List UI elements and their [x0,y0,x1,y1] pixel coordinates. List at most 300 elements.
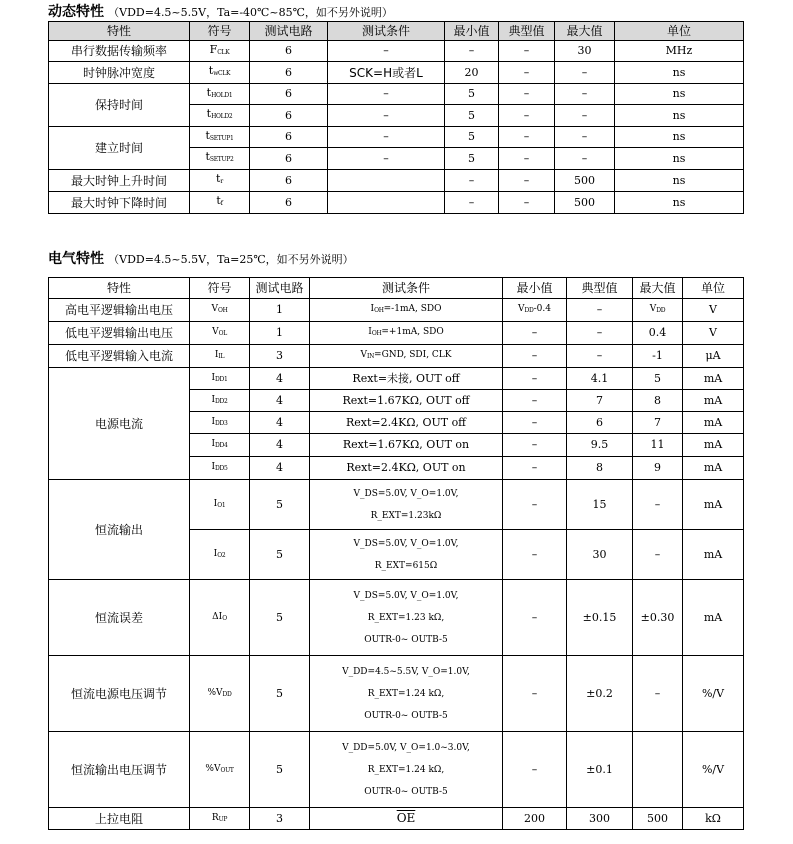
test-circuit-text: 6 [285,173,292,187]
max-value-text: 11 [650,438,665,451]
test-circuit [250,148,328,170]
test-circuit [250,480,310,530]
test-condition [310,530,503,580]
condition-line: V_DS=5.0V, V_O=1.0V, [353,488,459,499]
header-cell-text: 特性 [106,24,131,38]
symbol-main: t [206,107,212,120]
test-circuit-text: 6 [285,130,292,143]
symbol-sub: HOLD2 [211,113,233,120]
characteristic-name-text: 上拉电阻 [94,811,143,826]
min-value-text: – [531,610,538,624]
header-cell [499,22,555,41]
min-value [503,299,567,322]
test-circuit-text: 4 [276,415,283,429]
min-value-text: – [531,547,538,561]
test-circuit-text: 5 [276,497,283,511]
min-value-text: 5 [468,130,475,143]
test-circuit-text: 1 [276,303,283,316]
symbol [190,732,250,808]
condition-line: R_EXT=1.24 kΩ, [367,688,445,699]
typ-value-text: ±0.15 [582,610,617,624]
typ-value [499,127,555,148]
symbol-sub: O2 [217,551,226,559]
typ-value [567,530,633,580]
symbol [190,434,250,457]
symbol [190,390,250,412]
test-circuit [250,808,310,830]
max-value-text: – [581,65,588,79]
unit [615,192,744,214]
typ-value-text: – [523,44,530,57]
header-cell-text: 最小值 [516,281,553,295]
typ-value-text: – [523,108,530,122]
unit [615,105,744,127]
unit-text: mA [703,393,723,407]
min-value [503,412,567,434]
test-condition [310,345,503,368]
test-condition [310,732,503,808]
unit-text: mA [703,461,723,474]
unit [683,434,744,457]
symbol [190,170,250,192]
characteristic-name [49,170,190,192]
condition-line: R_EXT=615Ω [374,560,438,571]
max-value-text: 5 [654,371,661,385]
test-circuit [250,530,310,580]
symbol [190,62,250,84]
test-condition [310,808,503,830]
typ-value [567,299,633,322]
table-row [49,41,744,62]
characteristic-name [49,480,190,580]
condition-sub: OH [374,307,384,314]
max-value [633,656,683,732]
table-row [49,808,744,830]
min-value-text: – [531,686,538,700]
typ-value-text: ±0.2 [586,686,613,700]
test-condition-text: – [383,87,389,100]
test-condition [328,41,445,62]
characteristic-name [49,84,190,127]
characteristic-name [49,345,190,368]
symbol-sub: r [220,178,223,185]
min-value-text: – [531,762,538,776]
unit [683,530,744,580]
test-condition-text: – [383,130,389,143]
min-value [503,434,567,457]
typ-value-text: – [523,195,530,209]
test-condition [310,412,503,434]
typ-value-text: 9.5 [590,438,609,451]
symbol-main: t [205,128,210,142]
table-row [49,368,744,390]
symbol [190,148,250,170]
typ-value-text: – [596,303,603,316]
symbol [190,530,250,580]
unit-text: mA [703,371,723,385]
test-circuit [250,368,310,390]
condition-line: OUTR-0~ OUTB-5 [364,786,448,797]
header-cell [555,22,615,41]
characteristic-name-text: 最大时钟上升时间 [70,173,167,188]
header-cell [328,22,445,41]
condition-rest: =GND, SDI, CLK [374,350,452,360]
symbol-main: I [213,498,218,509]
characteristic-name [49,299,190,322]
min-value-text: – [531,461,538,474]
unit-text: MHz [665,44,693,57]
header-cell-text: 测试条件 [381,281,430,295]
unit-text: ns [672,195,686,209]
min-value-text: – [531,349,538,362]
min-value [445,41,499,62]
table-header-row [49,22,744,41]
max-value [633,390,683,412]
test-circuit [250,127,328,148]
test-condition [328,148,445,170]
unit [615,84,744,105]
min-value-text: – [468,195,475,209]
symbol-main: t [205,150,210,163]
unit-text: V [709,303,717,316]
max-value-text: – [654,547,661,561]
unit [615,170,744,192]
min-value [503,732,567,808]
header-cell-text: 测试电路 [264,24,313,38]
electrical-title: 电气特性 [48,251,104,267]
max-value-sub: DD [656,307,666,314]
symbol-main: R [211,812,219,823]
max-value [555,105,615,127]
condition-main: V [360,350,367,360]
typ-value-text: 300 [589,811,610,825]
symbol-main: I [211,439,215,449]
unit-text: μA [705,349,721,362]
header-cell [503,278,567,299]
characteristic-name [49,808,190,830]
unit [683,345,744,368]
min-value-text: – [531,415,538,429]
unit-text: V [709,326,717,339]
typ-value [567,580,633,656]
characteristic-name [49,322,190,345]
unit [615,62,744,84]
max-value-text: 30 [577,44,592,57]
min-value [503,368,567,390]
max-value [555,84,615,105]
characteristic-name-text: 恒流输出电压调节 [70,762,167,777]
unit-text: mA [703,610,723,624]
unit [683,656,744,732]
test-circuit-text: 6 [285,151,292,165]
test-circuit [250,170,328,192]
max-value-text: 8 [654,393,661,407]
condition-line: R_EXT=1.24 kΩ, [367,764,445,775]
symbol-sub: DD5 [215,465,228,472]
max-value-text: 0.4 [648,326,667,339]
test-circuit-text: 5 [276,547,283,561]
table-row [49,192,744,214]
max-value-text: 9 [654,461,661,474]
condition-line: R_EXT=1.23kΩ [370,510,442,521]
test-condition [310,368,503,390]
symbol-main: I [211,372,215,383]
min-value-text: 5 [468,151,475,165]
characteristic-name-text: 恒流输出 [94,522,143,537]
symbol-sub: OH [217,307,228,314]
typ-value [567,732,633,808]
min-value [503,322,567,345]
unit [683,580,744,656]
characteristic-name-text: 高电平逻辑输出电压 [64,303,173,317]
test-condition [328,62,445,84]
max-value-text: – [581,151,588,165]
symbol [190,480,250,530]
condition-main: I [370,304,375,314]
table-row [49,62,744,84]
characteristic-name-text: 恒流电源电压调节 [70,686,167,701]
test-circuit-text: 4 [276,461,283,474]
header-cell [310,278,503,299]
typ-value-text: 15 [592,497,607,511]
typ-value-text: 4.1 [590,371,609,385]
characteristic-name-text: 低电平逻辑输入电流 [64,349,173,363]
max-value-text: – [581,87,588,100]
max-value [633,368,683,390]
symbol-main: t [208,64,214,77]
condition-oe: $\overline{OE}$ [396,811,416,825]
test-circuit [250,732,310,808]
unit [683,299,744,322]
symbol [190,299,250,322]
test-circuit [250,345,310,368]
test-circuit [250,656,310,732]
test-circuit [250,412,310,434]
symbol-sub: OUT [220,766,234,774]
test-condition-text: SCK=H或者L [349,65,423,80]
header-cell [633,278,683,299]
unit-text: mA [703,438,723,451]
header-cell [683,278,744,299]
typ-value-text: ±0.1 [586,762,613,776]
max-value [555,192,615,214]
condition-main: I [368,327,372,337]
unit-text: mA [703,547,723,561]
characteristic-name [49,127,190,170]
unit-text: kΩ [705,811,721,825]
dynamic-section-title [48,1,393,21]
min-value-text: – [531,393,538,407]
typ-value [499,84,555,105]
typ-value [567,434,633,457]
min-value-main: V [518,304,525,314]
test-circuit-text: 6 [285,44,292,57]
min-value-rest: -0.4 [533,304,551,314]
symbol-main: F [209,42,218,56]
condition-rest: =-1mA, SDO [383,304,442,314]
max-value [633,580,683,656]
symbol-sub: O [222,614,227,622]
typ-value [567,368,633,390]
max-value [633,345,683,368]
symbol [190,656,250,732]
symbol-sub: DD3 [215,419,228,427]
condition-line: V_DD=5.0V, V_O=1.0~3.0V, [342,742,470,753]
header-cell-text: 符号 [207,281,232,295]
electrical-characteristics-table [48,277,744,830]
characteristic-name [49,368,190,480]
characteristic-name-text: 电源电流 [94,416,143,431]
test-condition [328,84,445,105]
table-row [49,127,744,148]
condition-line: V_DD=4.5~5.5V, V_O=1.0V, [342,666,470,677]
max-value [555,127,615,148]
min-value [445,170,499,192]
max-value [555,41,615,62]
unit-text: ns [672,65,686,79]
max-value [555,148,615,170]
table-row [49,580,744,656]
condition-sub: IN [367,353,375,360]
unit [683,457,744,480]
unit-text: mA [703,415,723,429]
min-value [445,148,499,170]
test-condition [310,299,503,322]
header-cell-text: 最大值 [566,24,603,38]
test-circuit [250,105,328,127]
unit-text: ns [672,173,686,187]
symbol-main: I [211,394,215,405]
symbol-sub: f [220,200,223,207]
condition-line: OUTR-0~ OUTB-5 [364,710,448,721]
typ-value-text: 7 [596,393,603,407]
typ-value-text: – [523,173,530,187]
min-value [503,390,567,412]
typ-value [499,148,555,170]
dynamic-title: 动态特性 [48,4,104,20]
max-value-text: – [654,686,661,700]
table-row [49,84,744,105]
max-value-main: V [649,304,657,314]
max-value-text: – [581,108,588,122]
test-circuit-text: 6 [285,87,292,100]
symbol-sub: UP [218,815,228,823]
unit-text: ns [672,108,686,122]
unit [683,412,744,434]
test-circuit-text: 5 [276,610,283,624]
condition-text: Rext=1.67KΩ, OUT off [342,393,470,407]
max-value [555,62,615,84]
unit [615,148,744,170]
symbol-sub: DD2 [215,397,228,405]
test-condition [310,580,503,656]
test-circuit [250,322,310,345]
max-value-text: 7 [654,415,661,429]
test-circuit-text: 4 [276,393,283,407]
table-row [49,322,744,345]
symbol-main: I [214,350,219,360]
header-cell [250,22,328,41]
symbol-sub: IL [218,353,225,360]
max-value [633,732,683,808]
test-circuit [250,580,310,656]
min-value-text: – [468,44,475,57]
unit-text: ns [672,130,686,143]
symbol-main: I [211,416,215,427]
header-cell-text: 符号 [207,24,232,38]
characteristic-name-text: 最大时钟下降时间 [70,195,167,210]
test-condition [310,656,503,732]
characteristic-name-text: 时钟脉冲宽度 [82,65,155,80]
min-value [503,808,567,830]
symbol-main: I [213,548,218,559]
table-row [49,480,744,530]
header-cell-text: 测试条件 [361,24,410,38]
test-condition [310,390,503,412]
symbol [190,127,250,148]
condition-line: R_EXT=1.23 kΩ, [367,612,445,623]
header-cell [49,278,190,299]
test-circuit-text: 6 [285,65,292,79]
max-value [633,480,683,530]
table-row [49,732,744,808]
symbol-sub: DD [222,690,232,698]
typ-value [567,412,633,434]
characteristic-name-text: 串行数据传输频率 [70,44,167,58]
test-circuit-text: 6 [285,195,292,209]
unit [683,368,744,390]
table-header-row [49,278,744,299]
test-condition-text: – [383,44,389,57]
symbol-main: I [211,462,215,472]
max-value [633,457,683,480]
table-row [49,299,744,322]
symbol-main: t [216,194,221,207]
typ-value [499,62,555,84]
characteristic-name [49,41,190,62]
header-cell-text: 测试电路 [255,281,304,295]
unit [683,390,744,412]
characteristic-name [49,192,190,214]
test-circuit [250,390,310,412]
min-value [503,480,567,530]
characteristic-name-text: 保持时间 [94,98,143,112]
symbol [190,808,250,830]
symbol [190,412,250,434]
symbol [190,345,250,368]
max-value [633,434,683,457]
electrical-section-title [48,248,354,268]
header-cell-text: 最小值 [453,24,490,38]
min-value [445,62,499,84]
header-cell [445,22,499,41]
min-value-text: – [531,371,538,385]
test-circuit [250,62,328,84]
electrical-condition: （VDD=4.5~5.5V，Ta=25℃，如不另外说明） [108,253,354,266]
symbol [190,105,250,127]
test-circuit [250,41,328,62]
max-value [633,530,683,580]
min-value [503,656,567,732]
unit-text: %/V [701,686,725,700]
typ-value [567,390,633,412]
characteristic-name-text: 恒流误差 [94,610,143,625]
symbol [190,580,250,656]
typ-value-text: – [523,87,530,100]
symbol [190,192,250,214]
condition-text: Rext=未接, OUT off [352,371,460,385]
max-value [633,299,683,322]
